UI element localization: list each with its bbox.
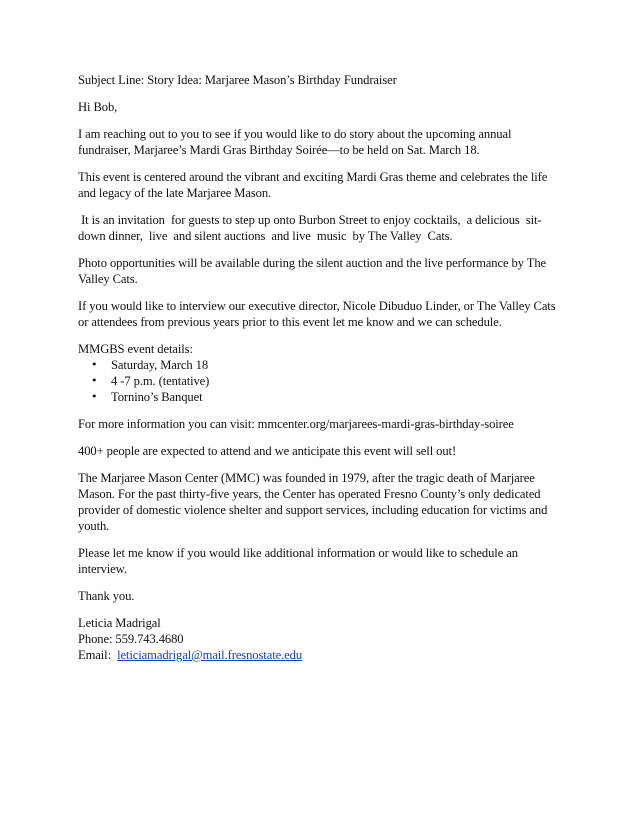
- paragraph-invitation: It is an invitation for guests to step up onto Burbon Street to enjoy cocktails, a delicious sit-down dinner, live and silent auctions and live music by The Valley Cats.: [78, 213, 542, 243]
- paragraph-more-info: For more information you can visit: mmcenter.org/marjarees-mardi-gras-birthday-soiree: [78, 417, 514, 431]
- paragraph-request: Please let me know if you would like additional information or would like to schedule an interview.: [78, 546, 518, 576]
- email-label: Email:: [78, 648, 118, 662]
- bullet-icon: •: [91, 390, 98, 403]
- detail-time: 4 -7 p.m. (tentative): [111, 374, 210, 388]
- signature-email-line: [78, 647, 562, 663]
- detail-date: Saturday, March 18: [111, 358, 209, 372]
- greeting: Hi Bob,: [78, 100, 118, 114]
- signature-block: [78, 615, 562, 663]
- paragraph-intro: I am reaching out to you to see if you would like to do story about the upcoming annual fundraiser, Marjaree’s Mardi Gras Birthday Soirée—to be held on Sat. March 18.: [78, 127, 512, 157]
- letter-body: [78, 72, 562, 674]
- signature-name: Leticia Madrigal: [78, 616, 161, 630]
- bullet-icon: •: [91, 374, 98, 387]
- email-link[interactable]: leticiamadrigal@mail.fresnostate.edu: [117, 648, 303, 662]
- detail-venue: Tornino’s Banquet: [111, 390, 203, 404]
- paragraph-about-mmc: The Marjaree Mason Center (MMC) was founded in 1979, after the tragic death of Marjaree Mason. For the past thirty-five years, the Center has operated Fresno County’s only dedicated provider of domestic violence shelter and support services, including education for victims and youth.: [78, 471, 548, 533]
- paragraph-attendance: 400+ people are expected to attend and we anticipate this event will sell out!: [78, 444, 457, 458]
- signature-phone: Phone: 559.743.4680: [78, 632, 184, 646]
- bullet-icon: •: [91, 358, 98, 371]
- list-item: [78, 357, 562, 373]
- details-heading: MMGBS event details:: [78, 342, 193, 356]
- list-item: [78, 389, 562, 405]
- closing: Thank you.: [78, 589, 135, 603]
- paragraph-interview: If you would like to interview our executive director, Nicole Dibuduo Linder, or The Valley Cats or attendees from previous years prior to this event let me know and we can schedule.: [78, 299, 556, 329]
- subject-line: Subject Line: Story Idea: Marjaree Mason’s Birthday Fundraiser: [78, 73, 397, 87]
- paragraph-theme: This event is centered around the vibrant and exciting Mardi Gras theme and celebrates the life and legacy of the late Marjaree Mason.: [78, 170, 548, 200]
- list-item: [78, 373, 562, 389]
- paragraph-photo: Photo opportunities will be available during the silent auction and the live performance by The Valley Cats.: [78, 256, 547, 286]
- event-details-list: [78, 357, 562, 405]
